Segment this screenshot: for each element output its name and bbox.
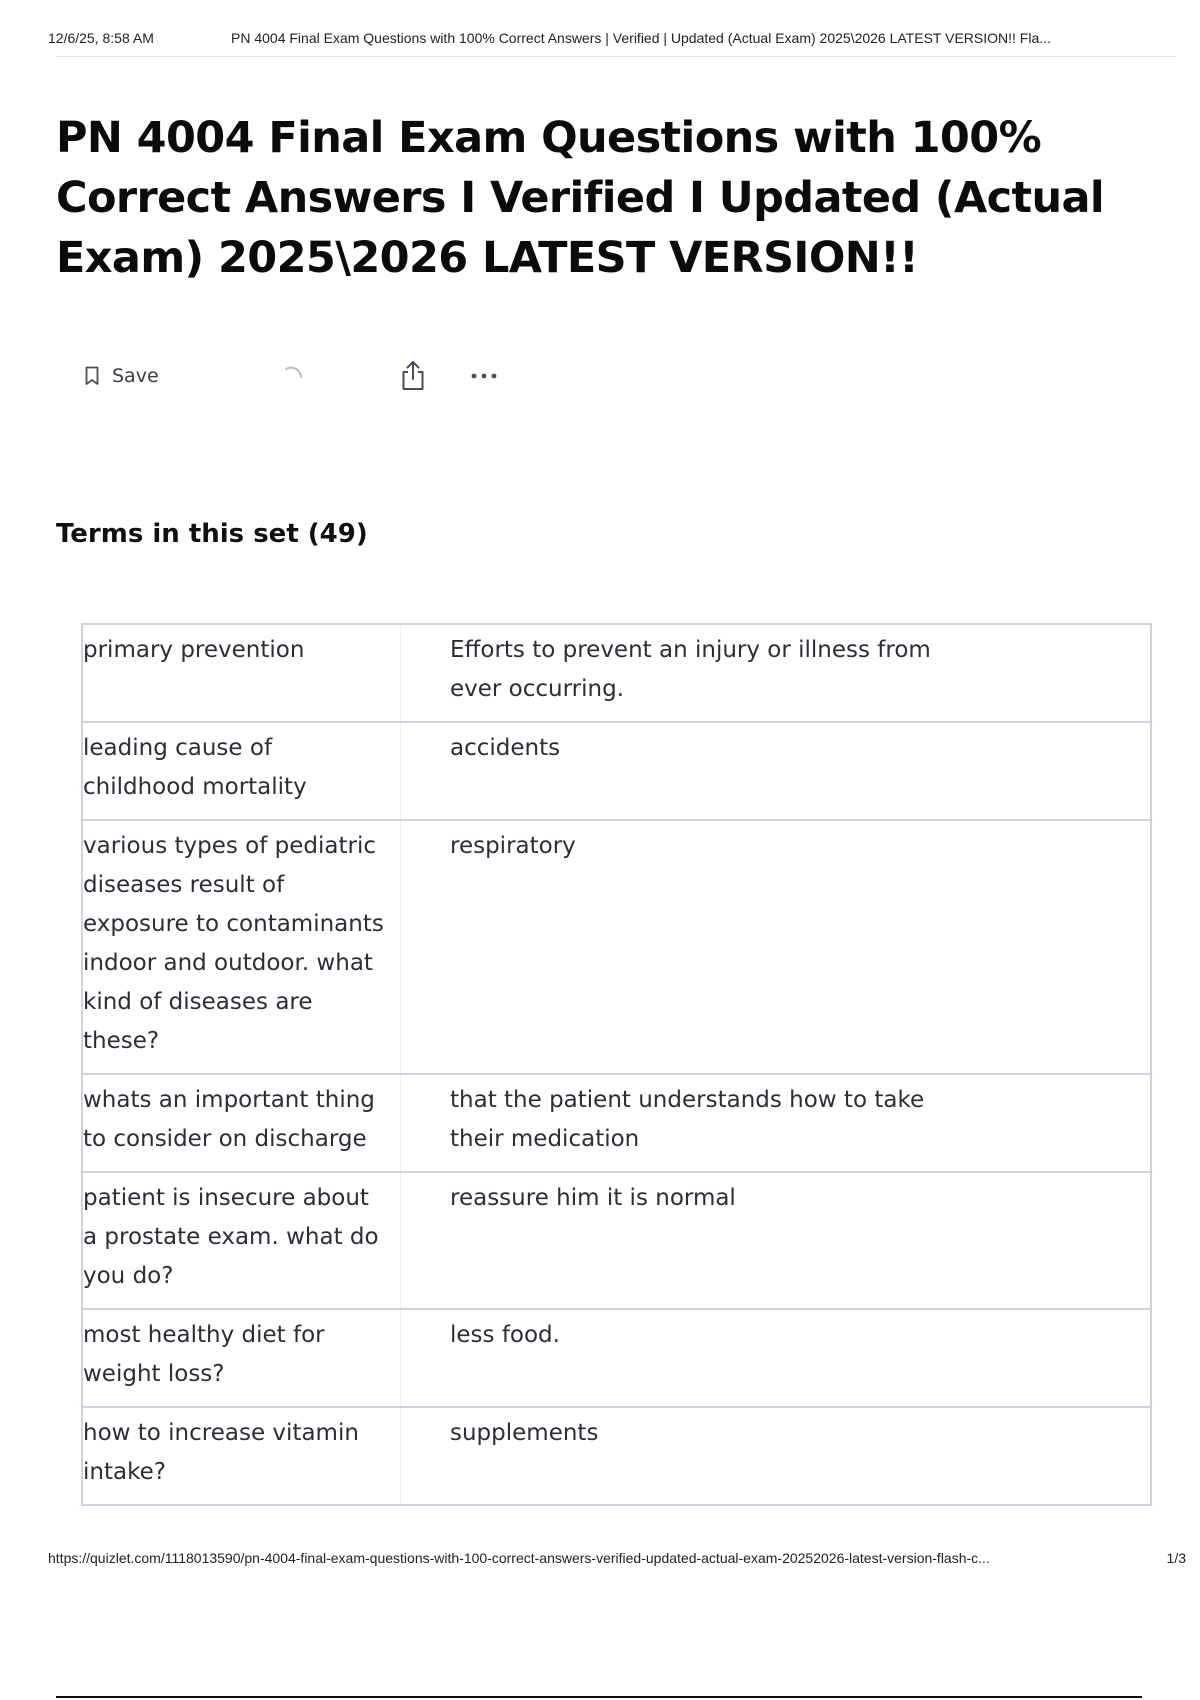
more-button[interactable] — [466, 362, 502, 390]
print-footer — [48, 1550, 1186, 1570]
save-label: Save — [112, 365, 159, 387]
share-button[interactable] — [397, 358, 429, 394]
bottom-divider — [56, 1696, 1142, 1698]
term-row[interactable] — [81, 1308, 1152, 1408]
term-text: patient is insecure about a prostate exam. what do you do? — [83, 1173, 401, 1308]
definition-text — [401, 821, 1150, 1073]
definition-text — [401, 1075, 1150, 1171]
term-row[interactable] — [81, 1171, 1152, 1310]
term-text: various types of pediatric diseases result of exposure to contaminants indoor and outdoor. what kind of diseases are these? — [83, 821, 401, 1073]
share-icon — [397, 358, 429, 394]
definition-text — [401, 1310, 1150, 1406]
terms-list — [81, 623, 1152, 1506]
print-doc-title: PN 4004 Final Exam Questions with 100% Correct Answers | Verified | Updated (Actual Exam) 2025\2026 LATEST VERSION!! Fla... — [231, 30, 1051, 46]
bookmark-icon — [84, 366, 100, 386]
definition-wrap: supplements — [450, 1420, 599, 1446]
definition-text — [401, 1173, 1150, 1308]
more-icon — [466, 362, 502, 390]
page-title: PN 4004 Final Exam Questions with 100% Correct Answers I Verified I Updated (Actual Exam) 2025\2026 LATEST VERSION!! — [56, 113, 1105, 283]
term-row[interactable] — [81, 1073, 1152, 1173]
term-text: primary prevention — [83, 625, 401, 721]
print-timestamp: 12/6/25, 8:58 AM — [48, 30, 154, 46]
definition-wrap: accidents — [450, 735, 561, 761]
definition-wrap: Efforts to prevent an injury or illness from ever occurring. — [450, 637, 931, 702]
spinner-icon — [278, 362, 306, 390]
term-row[interactable] — [81, 721, 1152, 821]
term-text: leading cause of childhood mortality — [83, 723, 401, 819]
print-url: https://quizlet.com/1118013590/pn-4004-final-exam-questions-with-100-correct-answers-verified-updated-actual-exam-20252026-latest-version-flash-c... — [48, 1550, 990, 1566]
term-text: how to increase vitamin intake? — [83, 1408, 401, 1504]
print-header — [48, 30, 1180, 50]
definition-wrap: less food. — [450, 1322, 560, 1348]
term-row[interactable] — [81, 819, 1152, 1075]
term-row[interactable] — [81, 623, 1152, 723]
terms-section-title: Terms in this set (49) — [56, 519, 368, 549]
term-text: whats an important thing to consider on discharge — [83, 1075, 401, 1171]
definition-wrap: reassure him it is normal — [450, 1185, 736, 1211]
term-row[interactable] — [81, 1406, 1152, 1506]
definition-text — [401, 625, 1150, 721]
definition-text — [401, 723, 1150, 819]
save-button[interactable] — [84, 358, 159, 394]
term-text: most healthy diet for weight loss? — [83, 1310, 401, 1406]
page-number: 1/3 — [1166, 1550, 1186, 1566]
header-divider — [56, 56, 1176, 57]
definition-wrap: respiratory — [450, 833, 576, 859]
definition-wrap: that the patient understands how to take their medication — [450, 1087, 925, 1152]
definition-text — [401, 1408, 1150, 1504]
